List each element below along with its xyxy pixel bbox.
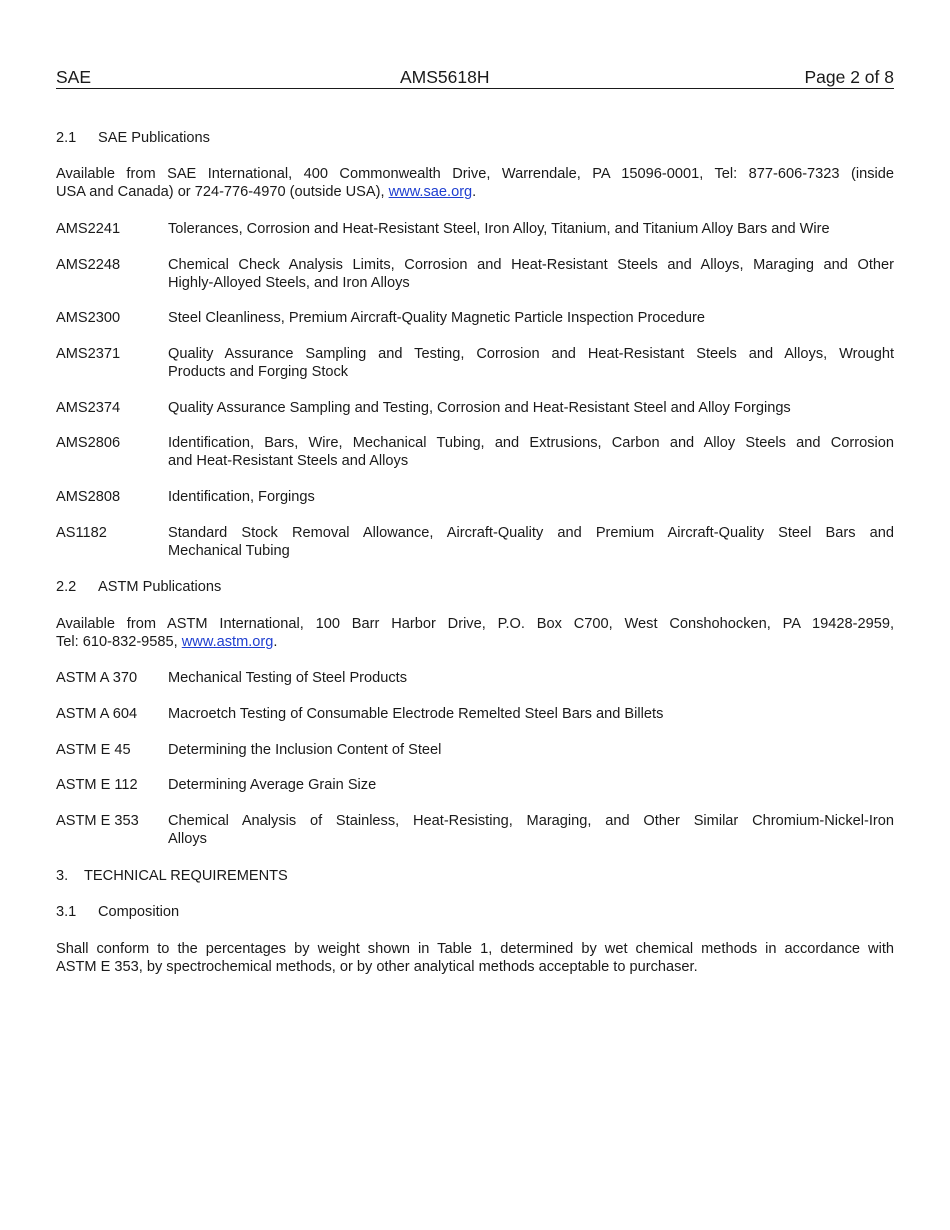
reference-title [168,741,894,759]
reference-title [168,524,894,560]
section-heading-2-1 [56,129,894,147]
reference-title [168,812,894,848]
astm-website-link[interactable]: www.astm.org [181,634,274,650]
reference-title-line: Quality Assurance Sampling and Testing, Corrosion and Heat-Resistant Steels and Alloys, Wrought [168,346,894,362]
paragraph-line: ASTM E 353, by spectrochemical methods, or by other analytical methods acceptable to purchaser. [56,959,698,975]
reference-title [168,399,894,417]
reference-code: AMS2371 [56,346,121,362]
reference-title-line: Macroetch Testing of Consumable Electrode Remelted Steel Bars and Billets [168,706,664,722]
availability-paragraph-astm [56,615,894,651]
paragraph-text: USA and Canada) or 724-776-4970 (outside USA), [56,184,389,200]
reference-title-line: Tolerances, Corrosion and Heat-Resistant Steel, Iron Alloy, Titanium, and Titanium Alloy Bars and Wire [168,221,830,237]
reference-title [168,220,894,238]
reference-code: AMS2806 [56,435,121,451]
section-heading-2-2 [56,578,894,596]
reference-title-line: Standard Stock Removal Allowance, Aircraft-Quality and Premium Aircraft-Quality Steel Bars and [168,525,894,541]
section-number: 3. [56,868,69,884]
reference-title-line: Mechanical Testing of Steel Products [168,670,408,686]
reference-title-line: Mechanical Tubing [168,543,290,559]
reference-code: ASTM A 604 [56,706,138,722]
paragraph-line [56,633,894,651]
section-heading-3 [56,867,894,885]
reference-title-line: Identification, Bars, Wire, Mechanical Tubing, and Extrusions, Carbon and Alloy Steels and Corrosion [168,435,894,451]
section-number: 2.1 [56,130,77,146]
reference-title [168,669,894,687]
reference-code: AMS2374 [56,400,121,416]
section-heading-3-1 [56,903,894,921]
header-page-number: Page 2 of 8 [804,67,894,87]
section-number: 2.2 [56,579,77,595]
composition-paragraph [56,940,894,976]
section-number: 3.1 [56,904,77,920]
reference-title-line: Identification, Forgings [168,489,315,505]
reference-title-line: Alloys [168,831,207,847]
section-title: TECHNICAL REQUIREMENTS [84,868,288,884]
reference-title-line: and Heat-Resistant Steels and Alloys [168,453,409,469]
reference-title-line: Determining the Inclusion Content of Steel [168,742,442,758]
reference-code: AS1182 [56,525,107,541]
paragraph-line [56,183,894,201]
reference-title [168,776,894,794]
reference-code: AMS2300 [56,310,121,326]
paragraph-text: . [273,634,278,650]
reference-title-line: Quality Assurance Sampling and Testing, Corrosion and Heat-Resistant Steel and Alloy Forgings [168,400,791,416]
page-header [56,66,894,89]
availability-paragraph-sae [56,165,894,201]
reference-title-line: Determining Average Grain Size [168,777,377,793]
paragraph-line: Available from SAE International, 400 Commonwealth Drive, Warrendale, PA 15096-0001, Tel: 877-606-7323 (inside [56,166,894,182]
reference-title [168,705,894,723]
reference-code: AMS2248 [56,257,121,273]
reference-title-line: Steel Cleanliness, Premium Aircraft-Quality Magnetic Particle Inspection Procedure [168,310,705,326]
section-title: ASTM Publications [98,579,222,595]
paragraph-text: . [472,184,477,200]
reference-title [168,434,894,470]
reference-title-line: Chemical Analysis of Stainless, Heat-Resisting, Maraging, and Other Similar Chromium-Nickel-Iron [168,813,894,829]
section-title: SAE Publications [98,130,210,146]
header-doc-id: AMS5618H [400,67,490,87]
reference-code: ASTM E 112 [56,777,138,793]
reference-title [168,256,894,292]
reference-title-line: Products and Forging Stock [168,364,349,380]
paragraph-text: Tel: 610-832-9585, [56,634,182,650]
paragraph-line: Shall conform to the percentages by weight shown in Table 1, determined by wet chemical methods in accordance with [56,941,894,957]
reference-title [168,309,894,327]
reference-code: AMS2241 [56,221,121,237]
reference-code: ASTM A 370 [56,670,138,686]
reference-title-line: Highly-Alloyed Steels, and Iron Alloys [168,275,410,291]
header-org: SAE [56,67,92,87]
paragraph-line: Available from ASTM International, 100 Barr Harbor Drive, P.O. Box C700, West Conshohocken, PA 19428-2959, [56,616,894,632]
reference-title-line: Chemical Check Analysis Limits, Corrosion and Heat-Resistant Steels and Alloys, Maraging and Other [168,257,894,273]
reference-code: ASTM E 45 [56,742,131,758]
reference-code: ASTM E 353 [56,813,139,829]
sae-website-link[interactable]: www.sae.org [388,184,473,200]
reference-title [168,345,894,381]
section-title: Composition [98,904,180,920]
reference-code: AMS2808 [56,489,121,505]
reference-title [168,488,894,506]
